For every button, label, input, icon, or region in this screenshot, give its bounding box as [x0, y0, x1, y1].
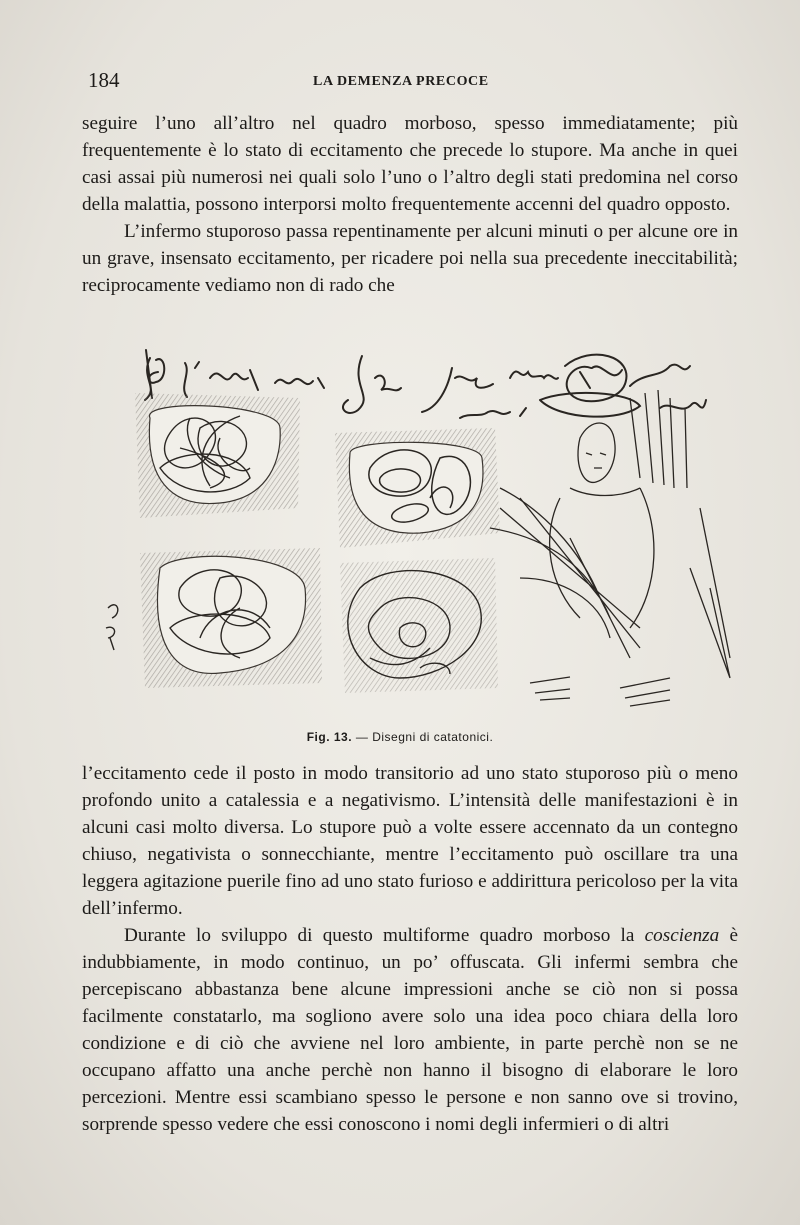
paragraph-continued: seguire l’uno all’altro nel quadro morboso, spesso immediatamente; più frequentemente è lo stato di eccitamento che precede lo stupore. Ma anche in quei casi assai più numerosi nei quali solo l’uno o l’altro degli stati predomina nel corso della malattia, possono interporsi molto frequentemente accenni del quadro opposto. [82, 113, 738, 215]
running-title: LA DEMENZA PRECOCE [313, 74, 489, 89]
body-text-bottom [82, 760, 738, 1138]
body-text-top [82, 110, 738, 299]
page-header [88, 68, 738, 98]
figure-caption-text: — Disegni di catatonici. [355, 730, 494, 744]
figure-caption [0, 730, 800, 744]
scribble-panel-3 [106, 548, 322, 688]
paragraph: L’infermo stuporoso passa repentinamente per alcuni minuti o per alcune ore in un grave, insensato eccitamento, per ricadere poi nella sua precedente ineccitabilità; reciprocamente vediamo non di rado che [82, 221, 738, 296]
figure-catatonic-drawings [100, 338, 740, 728]
catatonic-drawings-illustration [100, 338, 740, 728]
scribble-panel-2 [335, 428, 500, 548]
page-number: 184 [88, 68, 120, 92]
figure-sketch-person [490, 390, 730, 706]
paragraph [82, 922, 738, 1138]
paragraph-text-start: Durante lo sviluppo di questo multiforme quadro morboso la [124, 925, 645, 946]
paragraph-continued: l’eccitamento cede il posto in modo transitorio ad uno stato stuporoso più o meno profondo unito a catalessia e a negativismo. L’intensità delle manifestazioni è in alcuni casi molto diversa. Lo stupore può a volte essere accennato da un contegno chiuso, negativista o sonnecchiante, mentre l’eccitamento può oscillare tra una leggera agitazione puerile fino ad uno stato furioso e addirittura pericoloso per la vita dell’infermo. [82, 763, 738, 919]
emphasized-term: coscienza [644, 925, 720, 946]
scribble-panel-1 [135, 393, 300, 518]
scribble-panel-4 [340, 558, 498, 693]
paragraph-text-rest: è indubbiamente, in modo continuo, un po’ offuscata. Gli infermi sembra che percepiscano abbastanza bene alcune impressioni anche se ciò non si possa facilmente constatarlo, ma sogliono avere solo una idea poco chiara della loro condizione e di ciò che avviene nel loro ambiente, in parte perchè non se ne occupano affatto una anche perchè non hanno il bisogno di elaborare le loro percezioni. Mentre essi scambiano spesso le persone e non sanno ove si trovino, sorprende spesso vedere che essi conoscono i nomi degli infermieri o di altri [82, 925, 738, 1135]
figure-label: Fig. 13. [306, 730, 353, 744]
